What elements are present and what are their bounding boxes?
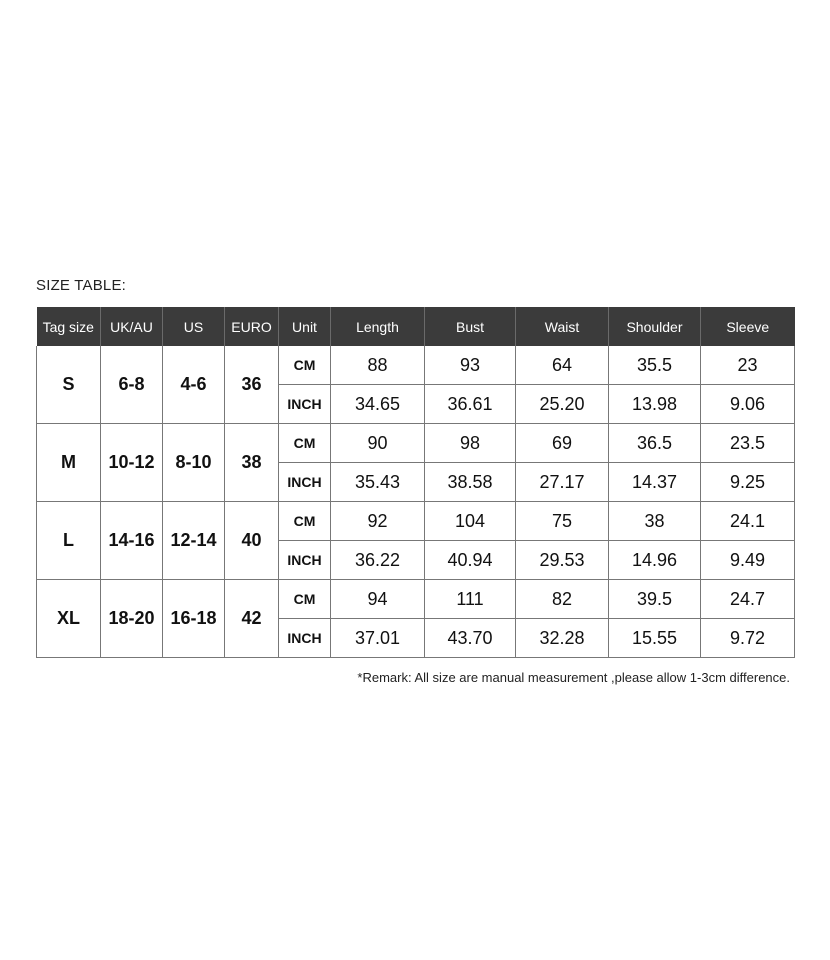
unit-cell: INCH <box>279 619 331 658</box>
length-cell: 35.43 <box>331 463 425 502</box>
unit-cell: INCH <box>279 463 331 502</box>
length-cell: 34.65 <box>331 385 425 424</box>
us-cell: 16-18 <box>163 580 225 658</box>
shoulder-cell: 14.96 <box>609 541 701 580</box>
shoulder-cell: 35.5 <box>609 346 701 385</box>
tag-size-cell: S <box>37 346 101 424</box>
bust-cell: 43.70 <box>425 619 516 658</box>
bust-cell: 104 <box>425 502 516 541</box>
waist-cell: 27.17 <box>516 463 609 502</box>
length-cell: 94 <box>331 580 425 619</box>
unit-cell: CM <box>279 580 331 619</box>
unit-cell: CM <box>279 346 331 385</box>
tag-size-cell: L <box>37 502 101 580</box>
table-row <box>37 346 795 385</box>
length-cell: 37.01 <box>331 619 425 658</box>
tag-size-cell: XL <box>37 580 101 658</box>
length-cell: 36.22 <box>331 541 425 580</box>
header-unit: Unit <box>279 307 331 346</box>
header-waist: Waist <box>516 307 609 346</box>
bust-cell: 36.61 <box>425 385 516 424</box>
header-shoulder: Shoulder <box>609 307 701 346</box>
tag-size-cell: M <box>37 424 101 502</box>
uk-au-cell: 6-8 <box>101 346 163 424</box>
header-uk-au: UK/AU <box>101 307 163 346</box>
uk-au-cell: 14-16 <box>101 502 163 580</box>
table-row <box>37 580 795 619</box>
waist-cell: 25.20 <box>516 385 609 424</box>
shoulder-cell: 39.5 <box>609 580 701 619</box>
page-title: SIZE TABLE: <box>36 277 127 294</box>
sleeve-cell: 24.7 <box>701 580 795 619</box>
sleeve-cell: 24.1 <box>701 502 795 541</box>
header-euro: EURO <box>225 307 279 346</box>
shoulder-cell: 38 <box>609 502 701 541</box>
header-us: US <box>163 307 225 346</box>
table-row <box>37 502 795 541</box>
unit-cell: INCH <box>279 385 331 424</box>
unit-cell: CM <box>279 424 331 463</box>
uk-au-cell: 18-20 <box>101 580 163 658</box>
us-cell: 8-10 <box>163 424 225 502</box>
header-sleeve: Sleeve <box>701 307 795 346</box>
shoulder-cell: 36.5 <box>609 424 701 463</box>
length-cell: 90 <box>331 424 425 463</box>
shoulder-cell: 14.37 <box>609 463 701 502</box>
header-bust: Bust <box>425 307 516 346</box>
euro-cell: 40 <box>225 502 279 580</box>
waist-cell: 75 <box>516 502 609 541</box>
bust-cell: 38.58 <box>425 463 516 502</box>
sleeve-cell: 9.72 <box>701 619 795 658</box>
euro-cell: 38 <box>225 424 279 502</box>
unit-cell: INCH <box>279 541 331 580</box>
waist-cell: 82 <box>516 580 609 619</box>
length-cell: 92 <box>331 502 425 541</box>
sleeve-cell: 23 <box>701 346 795 385</box>
bust-cell: 40.94 <box>425 541 516 580</box>
shoulder-cell: 13.98 <box>609 385 701 424</box>
sleeve-cell: 9.49 <box>701 541 795 580</box>
waist-cell: 69 <box>516 424 609 463</box>
us-cell: 4-6 <box>163 346 225 424</box>
euro-cell: 42 <box>225 580 279 658</box>
sleeve-cell: 9.25 <box>701 463 795 502</box>
sleeve-cell: 23.5 <box>701 424 795 463</box>
header-row <box>37 307 795 346</box>
bust-cell: 93 <box>425 346 516 385</box>
sleeve-cell: 9.06 <box>701 385 795 424</box>
waist-cell: 32.28 <box>516 619 609 658</box>
euro-cell: 36 <box>225 346 279 424</box>
uk-au-cell: 10-12 <box>101 424 163 502</box>
shoulder-cell: 15.55 <box>609 619 701 658</box>
bust-cell: 111 <box>425 580 516 619</box>
size-table <box>36 307 795 658</box>
waist-cell: 64 <box>516 346 609 385</box>
table-row <box>37 424 795 463</box>
bust-cell: 98 <box>425 424 516 463</box>
us-cell: 12-14 <box>163 502 225 580</box>
unit-cell: CM <box>279 502 331 541</box>
waist-cell: 29.53 <box>516 541 609 580</box>
remark-note: *Remark: All size are manual measurement ,please allow 1-3cm difference. <box>357 670 790 685</box>
header-length: Length <box>331 307 425 346</box>
header-tag-size: Tag size <box>37 307 101 346</box>
length-cell: 88 <box>331 346 425 385</box>
